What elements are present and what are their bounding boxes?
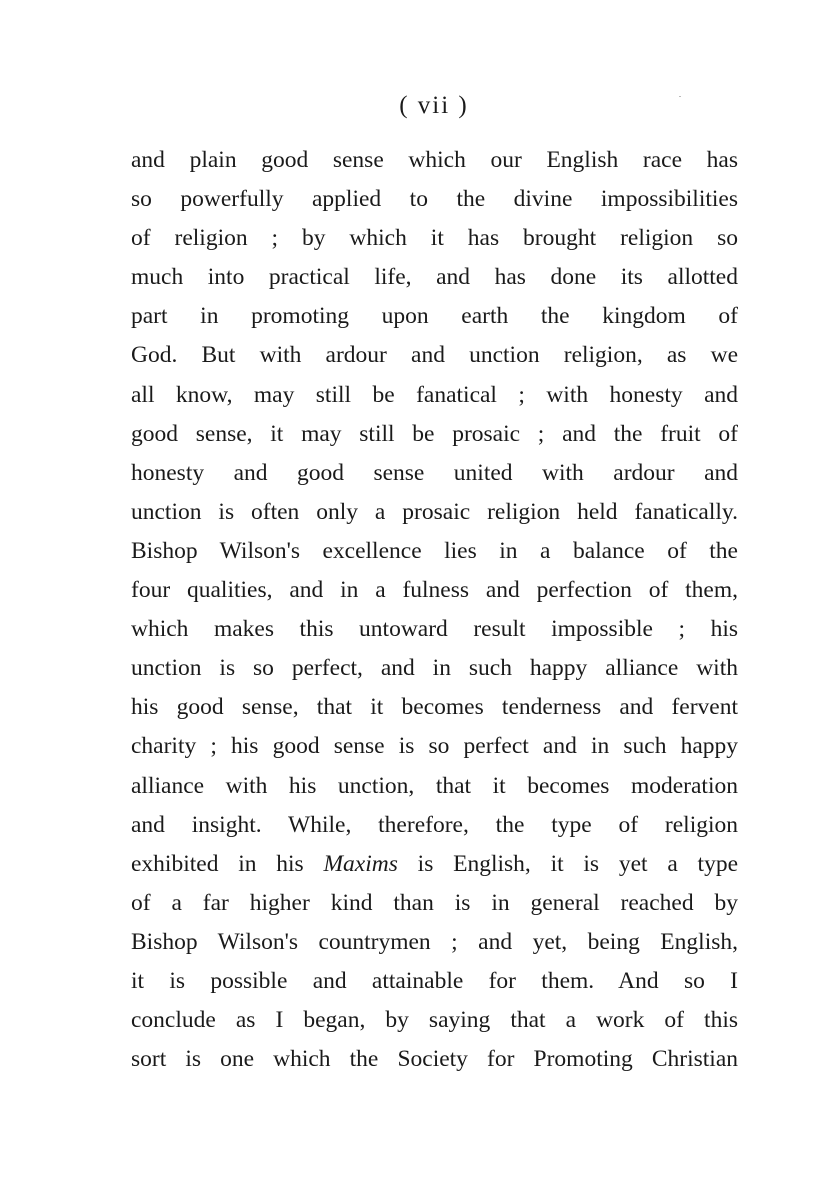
paper-speck xyxy=(679,96,681,97)
text-line-6: God. But with ardour and unction religion, as we xyxy=(131,342,738,369)
body-text xyxy=(131,141,738,1079)
text-line-19 xyxy=(131,845,738,884)
text-line-9: honesty and good sense united with ardour and xyxy=(131,459,738,486)
text-line-11: Bishop Wilson's excellence lies in a balance of the xyxy=(131,537,738,564)
text-line-1: and plain good sense which our English race has xyxy=(131,147,738,173)
text-line-15: his good sense, that it becomes tenderness and fervent xyxy=(131,694,738,721)
text-line-22: it is possible and attainable for them. And so I xyxy=(131,967,738,994)
text-line-10: unction is often only a prosaic religion held fanatically. xyxy=(131,498,738,525)
text-line-19-after: is English, it is yet a type xyxy=(397,850,738,877)
page-number: ( vii ) xyxy=(399,92,469,119)
text-line-19-before: exhibited in his xyxy=(131,850,324,877)
text-line-21: Bishop Wilson's countrymen ; and yet, being English, xyxy=(131,928,738,955)
text-line-13: which makes this untoward result impossible ; his xyxy=(131,616,738,643)
text-line-5: part in promoting upon earth the kingdom of xyxy=(131,303,738,330)
book-title-italic: Maxims xyxy=(323,850,398,877)
text-line-17: alliance with his unction, that it becomes moderation xyxy=(131,772,738,799)
text-line-24: sort is one which the Society for Promoting Christian xyxy=(131,1046,738,1073)
text-line-18: and insight. While, therefore, the type of religion xyxy=(131,811,738,838)
text-line-20: of a far higher kind than is in general reached by xyxy=(131,889,738,916)
text-line-8: good sense, it may still be prosaic ; and the fruit of xyxy=(131,420,738,447)
text-line-23: conclude as I began, by saying that a work of this xyxy=(131,1007,738,1034)
text-line-14: unction is so perfect, and in such happy alliance with xyxy=(131,655,738,682)
text-line-2: so powerfully applied to the divine impossibilities xyxy=(131,186,738,213)
text-line-4: much into practical life, and has done its allotted xyxy=(131,264,738,291)
text-line-3: of religion ; by which it has brought religion so xyxy=(131,225,738,252)
text-line-16: charity ; his good sense is so perfect and in such happy xyxy=(131,733,738,760)
text-line-7: all know, may still be fanatical ; with honesty and xyxy=(131,381,738,408)
text-line-12: four qualities, and in a fulness and perfection of them, xyxy=(131,577,738,604)
